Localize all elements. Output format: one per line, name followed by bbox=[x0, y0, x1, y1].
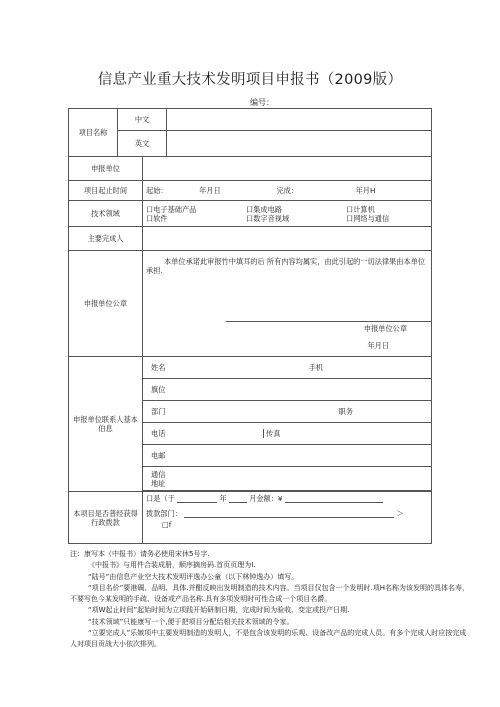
contact-mobile-label: 手机 bbox=[308, 363, 323, 372]
seal-field bbox=[143, 251, 432, 357]
project-name-zh-field[interactable] bbox=[167, 109, 432, 131]
period-start-label: 起始： bbox=[146, 186, 168, 195]
contact-email-label: 电邮 bbox=[151, 451, 166, 460]
tech-option-network[interactable]: 口网络与通信 bbox=[346, 213, 390, 223]
project-name-label: 项目名称 bbox=[69, 109, 118, 157]
note-item: 《中报书》与用件合装成册，顺序摘房码.首页页理为I. bbox=[88, 561, 256, 570]
project-name-en-label: 英文 bbox=[118, 131, 167, 157]
tech-option-software[interactable]: 口软件 bbox=[146, 213, 168, 223]
tech-option-electronics[interactable]: 口电子基础产品 bbox=[146, 204, 197, 214]
project-name-zh-label: 中文 bbox=[118, 109, 167, 131]
tech-field-label: 技术领域 bbox=[69, 201, 143, 227]
seal-label: 申报单位公章 bbox=[69, 251, 143, 357]
tech-option-computer[interactable]: 口计算机 bbox=[346, 204, 375, 214]
contact-dept-label: 部门 bbox=[151, 407, 166, 416]
contact-fax-label: 传真 bbox=[263, 429, 280, 438]
page-title: 信息产业重大技术发明项目申报书（2009版） bbox=[97, 72, 403, 88]
applicant-unit-label: 申报单位 bbox=[69, 157, 143, 181]
notes bbox=[70, 549, 470, 651]
period-start-unit: 年月日 bbox=[199, 186, 221, 195]
note-item: 注：康写本（中报书）请务必使用宋休5号字. bbox=[70, 550, 210, 558]
contact-phone-row bbox=[143, 423, 432, 445]
period-label: 项目起止时间 bbox=[69, 181, 143, 201]
note-item: “立要完成人”乐嫉项中主要发明制造的发明人，不是包含该发明的乐观、设备改产品的完成人员。有多个完成人时应按完成人对项目贡战大小依次排列。 bbox=[70, 629, 467, 649]
contact-label: 申报单位联系人基本伯息 bbox=[69, 357, 143, 492]
tech-option-ic[interactable]: 口集成电路 bbox=[246, 204, 282, 214]
main-people-field[interactable] bbox=[143, 227, 432, 251]
note-item: “项W起止时间”起始时间为立项践开始研制日期，完成时间为验收、变定或投产日期. bbox=[88, 606, 350, 615]
contact-name-row bbox=[143, 357, 432, 379]
period-end-label: 完成： bbox=[276, 186, 299, 195]
funding-dept-label: 拨款部门： bbox=[146, 509, 182, 518]
serial-number-label: 编号： bbox=[250, 98, 274, 107]
contact-address-label: 通信地址 bbox=[151, 469, 166, 488]
tech-field-options bbox=[143, 201, 432, 227]
period-end-unit: 年月H bbox=[355, 186, 376, 195]
contact-duty-label: 职务 bbox=[338, 407, 353, 416]
contact-email-row bbox=[143, 445, 432, 467]
funding-field[interactable]: 口是（于 年 月金额：¥ 拨款部门： ＞ □f bbox=[143, 492, 432, 544]
contact-address-row bbox=[143, 467, 432, 491]
note-item: “技术领域”只能康写一个,便于把项目分配给相关技术领域的令家。 bbox=[88, 617, 294, 626]
funding-no-option[interactable]: □f bbox=[162, 520, 172, 529]
project-name-en-field[interactable] bbox=[167, 131, 432, 157]
applicant-unit-field[interactable] bbox=[143, 157, 432, 181]
contact-position-row bbox=[143, 379, 432, 401]
note-item: “陆号”由信息产业空大技术发明评逸办公童（以下林钟逸办）填写。 bbox=[88, 572, 299, 581]
seal-date: 年月日 bbox=[367, 341, 390, 350]
seal-stamp: 申报单位公章 bbox=[363, 324, 408, 333]
main-people-label: 主要完成人 bbox=[69, 227, 143, 251]
tech-option-av[interactable]: 口数字音视域 bbox=[246, 213, 290, 223]
contact-name-label: 姓名 bbox=[151, 363, 166, 372]
contact-phone-label: 电话 bbox=[151, 429, 166, 438]
seal-statement: 本单位承诺此审报竹中填耳的后 所有内容均属实，由此引起的一切法律果由本单位承担. bbox=[146, 257, 426, 275]
application-form bbox=[68, 108, 432, 544]
contact-position-label: 旗位 bbox=[151, 385, 166, 394]
funding-yes-option[interactable]: 口是（于 bbox=[146, 494, 175, 503]
period-field[interactable] bbox=[143, 181, 432, 201]
contact-dept-row bbox=[143, 401, 432, 423]
note-item: “项目名价”要港碉、品明、具体.并酣反映出发明制造的技术内容。当项目仅包含一个发明时.项H名称为该发明的具体名寿，不要写色今某发明的手疏、设备或产品名称.具有多项发明时可性合成一个项目名爵。 bbox=[70, 583, 469, 604]
funding-label: 本项目是否普经获得行政拨款 bbox=[69, 492, 143, 544]
